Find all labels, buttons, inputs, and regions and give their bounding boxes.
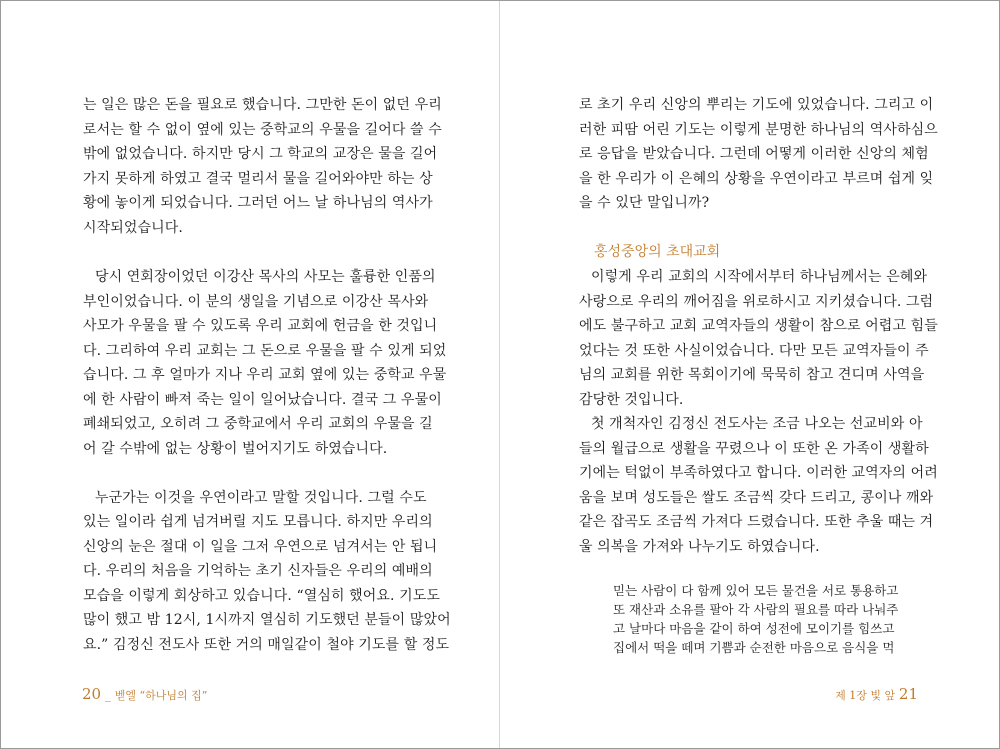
page-number: 21 — [898, 685, 918, 703]
body-text-line: 움을 보며 성도들은 쌀도 조금씩 갖다 드리고, 콩이나 깨와 — [579, 490, 934, 506]
body-text-line: 누군가는 이것을 우연이라고 말할 것입니다. 그럴 수도 — [95, 490, 427, 506]
body-text-line: 로서는 할 수 없이 옆에 있는 중학교의 우물을 길어다 쓸 수 — [83, 122, 442, 138]
running-title: 벧엘 “하나님의 집” — [114, 689, 208, 702]
body-text-line: 울 의복을 가져와 나누기도 하였습니다. — [579, 539, 820, 555]
body-text-line: 사랑으로 우리의 깨어짐을 위로하시고 지키셨습니다. 그럼 — [579, 294, 934, 310]
body-text-line: 같은 잡곡도 조금씩 가져다 드렸습니다. 또한 추울 때는 겨 — [579, 514, 934, 530]
body-text-line: 시작되었습니다. — [83, 220, 183, 236]
footer-separator: _ — [104, 688, 111, 702]
body-text-line: 신앙의 눈은 절대 이 일을 그저 우연으로 넘겨서는 안 됩니 — [83, 539, 438, 555]
quote-line: 또 재산과 소유를 팔아 각 사람의 필요를 따라 나눠주 — [613, 602, 899, 617]
body-text-line: 로 초기 우리 신앙의 뿌리는 기도에 있었습니다. 그리고 이 — [579, 97, 934, 113]
body-text-line: 러한 피땀 어린 기도는 이렇게 분명한 하나님의 역사하심으 — [579, 122, 938, 138]
body-text-line: 황에 놓이게 되었습니다. 그러던 어느 날 하나님의 역사가 — [83, 195, 433, 211]
quote-line: 집에서 떡을 떼며 기쁨과 순전한 마음으로 음식을 먹 — [613, 640, 895, 655]
body-text-line: 어 갈 수밖에 없는 상황이 벌어지기도 하였습니다. — [83, 441, 388, 457]
body-text-line: 다. 그리하여 우리 교회는 그 돈으로 우물을 팔 수 있게 되었 — [83, 343, 447, 359]
body-text-line: 많이 했고 밤 12시, 1시까지 열심히 기도했던 분들이 많았어 — [83, 612, 451, 628]
body-text-line: 있는 일이라 쉽게 넘겨버릴 지도 모릅니다. 하지만 우리의 — [83, 514, 433, 530]
body-text-line: 감당한 것입니다. — [579, 392, 684, 408]
body-text-line: 이렇게 우리 교회의 시작에서부터 하나님께서는 은혜와 — [591, 269, 928, 285]
body-text-line: 님의 교회를 위한 목회이기에 묵묵히 참고 견디며 사역을 — [579, 367, 925, 383]
body-text-line: 기에는 턱없이 부족하였다고 합니다. 이러한 교역자의 어려 — [579, 465, 938, 481]
body-text-line: 당시 연회장이었던 이강산 목사의 사모는 훌륭한 인품의 — [95, 269, 436, 285]
body-text-line: 사모가 우물을 팔 수 있도록 우리 교회에 헌금을 한 것입니 — [83, 318, 438, 334]
body-text-line: 첫 개척자인 김정신 전도사는 조금 나오는 선교비와 아 — [591, 416, 923, 432]
body-text-line: 모습을 이렇게 회상하고 있습니다. “열심히 했어요. 기도도 — [83, 588, 441, 604]
body-text-line: 에도 불구하고 교회 교역자들의 생활이 참으로 어렵고 힘들 — [579, 318, 938, 334]
left-page-footer — [82, 687, 207, 703]
body-text-line: 습니다. 그 후 얼마가 지나 우리 교회 옆에 있는 중학교 우물 — [83, 367, 447, 383]
body-text-line: 을 수 있단 말입니까? — [579, 195, 710, 211]
body-text-line: 요.” 김정신 전도사 또한 거의 매일같이 철야 기도를 할 정도 — [83, 637, 450, 653]
body-text-line: 부인이었습니다. 이 분의 생일을 기념으로 이강산 목사와 — [83, 294, 429, 310]
body-text-line: 로 응답을 받았습니다. 그런데 어떻게 이러한 신앙의 체험 — [579, 146, 929, 162]
section-heading: 홍성중앙의 초대교회 — [594, 244, 721, 260]
body-text-line: 는 일은 많은 돈을 필요로 했습니다. 그만한 돈이 없던 우리 — [83, 97, 442, 113]
running-title: 제 1장 빛 앞 — [835, 689, 896, 702]
quote-line: 고 날마다 마음을 같이 하여 성전에 모이기를 힘쓰고 — [613, 621, 895, 636]
right-page — [500, 0, 1000, 749]
body-text-line: 폐쇄되었고, 오히려 그 중학교에서 우리 교회의 우물을 길 — [83, 416, 433, 432]
body-text-line: 가지 못하게 하였고 결국 멀리서 물을 길어와야만 하는 상 — [83, 171, 433, 187]
page-number: 20 — [82, 685, 102, 703]
body-text-line: 에 한 사람이 빠져 죽는 일이 일어났습니다. 결국 그 우물이 — [83, 392, 442, 408]
body-text-line: 들의 월급으로 생활을 꾸렸으나 이 또한 온 가족이 생활하 — [579, 441, 929, 457]
body-text-line: 밖에 없었습니다. 하지만 당시 그 학교의 교장은 물을 길어 — [83, 146, 438, 162]
quote-line: 믿는 사람이 다 함께 있어 모든 물건을 서로 통용하고 — [613, 583, 899, 598]
body-text-line: 다. 우리의 처음을 기억하는 초기 신자들은 우리의 예배의 — [83, 563, 433, 579]
body-text-line: 었다는 것 또한 사실이었습니다. 다만 모든 교역자들이 주 — [579, 343, 929, 359]
right-page-footer — [835, 687, 918, 703]
body-text-line: 을 한 우리가 이 은혜의 상황을 우연이라고 부르며 쉽게 잊 — [579, 171, 934, 187]
